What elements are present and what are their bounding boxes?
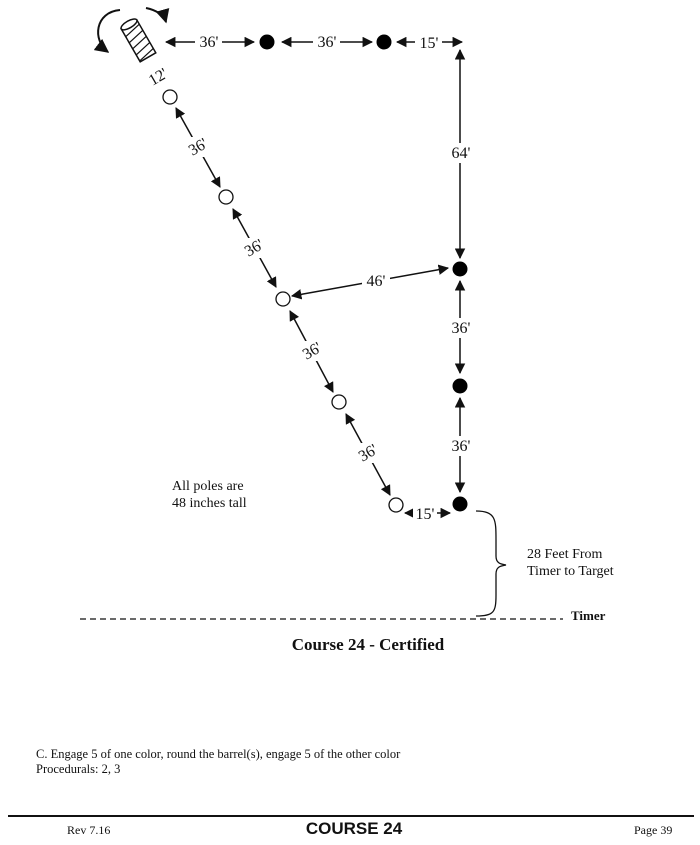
barrel-rotation-arrow-icon — [98, 10, 120, 52]
dim-label-diag-4: 36' — [355, 441, 381, 466]
dim-label-right-mid: 36' — [451, 320, 471, 337]
pole-height-note-line2: 48 inches tall — [172, 496, 247, 511]
dim-label-top-mid: 36' — [317, 34, 337, 51]
open-pole — [219, 190, 233, 204]
footer-page-number: Page 39 — [634, 823, 673, 837]
instructions-line1: C. Engage 5 of one color, round the barrel(s), engage 5 of the other color — [36, 747, 401, 761]
open-pole — [163, 90, 177, 104]
footer-title: COURSE 24 — [305, 819, 403, 838]
barrel-icon — [119, 17, 155, 62]
dim-label-diag-1: 36' — [185, 135, 211, 160]
open-pole — [276, 292, 290, 306]
timer-distance-note-line1: 28 Feet From — [527, 547, 603, 562]
dim-label-cross: 46' — [366, 273, 386, 290]
filled-pole — [377, 35, 392, 50]
dim-label-barrel-gap: 12' — [145, 65, 171, 90]
filled-pole — [453, 379, 468, 394]
open-pole — [332, 395, 346, 409]
filled-pole — [260, 35, 275, 50]
footer-revision: Rev 7.16 — [67, 823, 111, 837]
dim-label-top-left: 36' — [199, 34, 219, 51]
dim-label-top-right: 15' — [419, 35, 439, 52]
dim-label-bottom: 15' — [415, 506, 435, 523]
course-title: Course 24 - Certified — [291, 635, 445, 654]
dim-label-right-low: 36' — [451, 438, 471, 455]
pole-height-note-line1: All poles are — [172, 479, 244, 494]
dim-label-diag-2: 36' — [241, 236, 267, 261]
timer-label: Timer — [571, 608, 606, 623]
instructions-line2: Procedurals: 2, 3 — [36, 762, 121, 776]
dim-label-right-top: 64' — [451, 145, 471, 162]
filled-pole — [453, 497, 468, 512]
filled-pole — [453, 262, 468, 277]
dim-label-diag-3: 36' — [299, 339, 325, 364]
barrel-rotation-arrow-head-icon — [146, 8, 166, 22]
open-pole — [389, 498, 403, 512]
timer-distance-note-line2: Timer to Target — [527, 564, 614, 579]
timer-distance-brace — [476, 511, 506, 616]
